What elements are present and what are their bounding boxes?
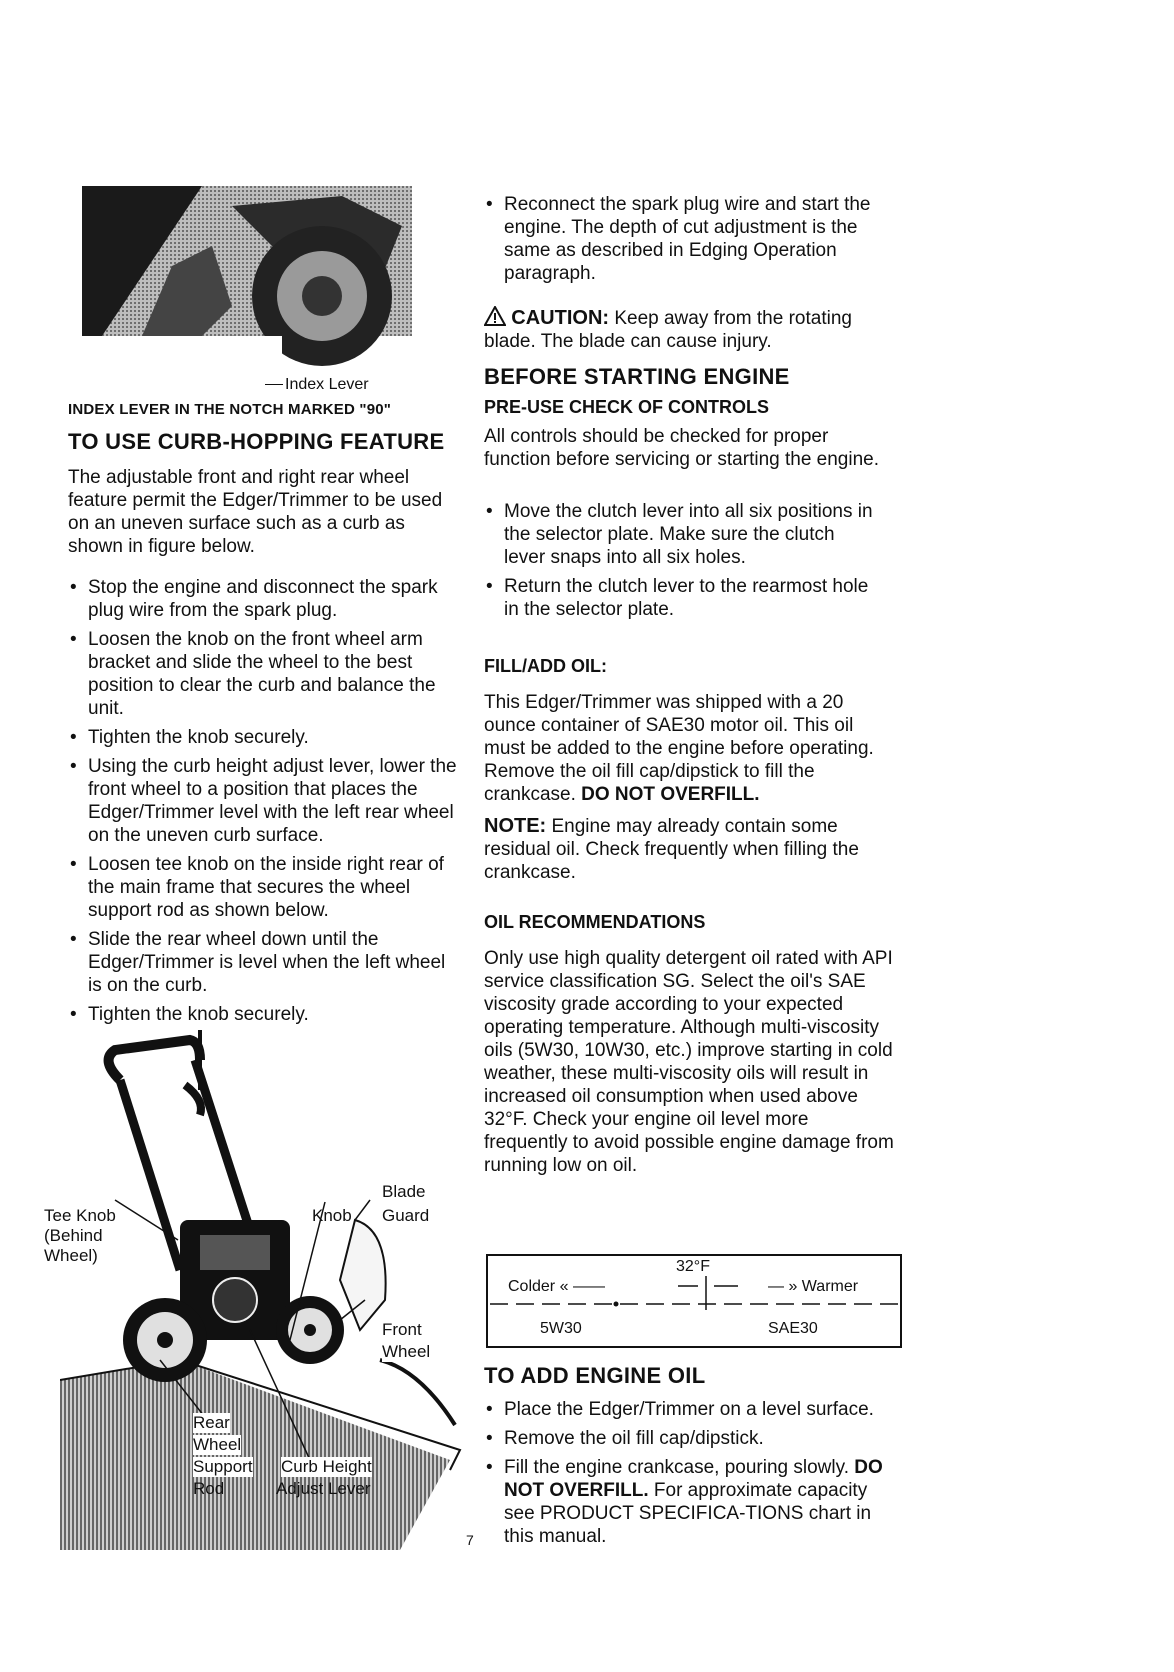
label-curb-height: Curb Height [281, 1457, 372, 1476]
caution-text: Keep away from the rotating blade. The blade can cause injury. [484, 308, 852, 352]
label-blade: Blade [382, 1182, 426, 1201]
right-chevron-icon: — » [768, 1278, 798, 1295]
oil-rec-text: Only use high quality detergent oil rated with API service classification SG. Select the oil's SAE viscosity grade according to your expected operating temperature. Although multi-viscosity oils (5W30, 10W30, etc.) improve starting in cold weather, these multi-viscosity oils will result in increased oil consumption when used above 32°F. Check your engine oil level more frequently to avoid possible engine damage from running low on oil. [484, 948, 894, 1176]
fill-text-block [484, 691, 894, 806]
curb-steps-list [68, 576, 463, 1032]
note-label: NOTE: [484, 815, 547, 837]
edger-diagram [60, 1030, 480, 1550]
curb-step: • Using the curb height adjust lever, lower the front wheel to a position that places the Edger/Trimmer level with the left rear wheel on the uneven curb surface. [68, 755, 463, 847]
add-oil-step [484, 1456, 894, 1548]
before-heading: BEFORE STARTING ENGINE [484, 364, 790, 389]
curb-heading: TO USE CURB-HOPPING FEATURE [68, 429, 445, 454]
note-block [484, 815, 889, 884]
reconnect-list [484, 193, 884, 291]
curb-intro: The adjustable front and right rear wheel feature permit the Edger/Trimmer to be used on an uneven surface such as a curb as shown in figure below. [68, 467, 443, 557]
index-lever-label: Index Lever [265, 375, 369, 395]
oil-rec-heading: OIL RECOMMENDATIONS [484, 912, 706, 932]
label-behind-wheel: Wheel) [44, 1246, 98, 1265]
label-rod: Rod [193, 1479, 225, 1498]
label-support: Support [193, 1457, 253, 1476]
preuse-heading: PRE-USE CHECK OF CONTROLS [484, 397, 770, 417]
left-chevron-icon: « —— [559, 1278, 605, 1295]
preuse-step: • Move the clutch lever into all six positions in the selector plate. Make sure the clutch lever snaps into all six holes. [484, 500, 874, 569]
add-oil-step: • Remove the oil fill cap/dipstick. [484, 1427, 894, 1450]
label-front-wheel: Wheel [382, 1342, 431, 1361]
note-text: Engine may already contain some residual oil. Check frequently when filling the crankcase. [484, 816, 859, 883]
label-front: Front [382, 1320, 422, 1339]
fill-text: This Edger/Trimmer was shipped with a 20 ounce container of SAE30 motor oil. This oil must be added to the engine before operating. Remove the oil fill cap/dipstick to fill the crankcase. [484, 692, 874, 805]
warning-triangle-icon [484, 306, 506, 326]
caution-label: CAUTION: [511, 307, 610, 329]
oil-chart-high-grade: SAE30 [768, 1320, 818, 1337]
preuse-text: All controls should be checked for proper function before servicing or starting the engine. [484, 426, 880, 470]
label-tee-knob: Tee Knob [44, 1206, 116, 1225]
fill-warning: DO NOT OVERFILL. [581, 784, 760, 805]
oil-chart-warmer: Warmer [801, 1278, 859, 1295]
curb-step: • Loosen tee knob on the inside right rear of the main frame that secures the wheel support rod as shown below. [68, 853, 463, 922]
oil-chart-temp: 32°F [676, 1258, 710, 1275]
curb-step: • Slide the rear wheel down until the Edger/Trimmer is level when the left wheel is on the curb. [68, 928, 463, 997]
curb-step: • Stop the engine and disconnect the spark plug wire from the spark plug. [68, 576, 463, 622]
oil-viscosity-chart [486, 1254, 902, 1348]
oil-chart-scale [488, 1272, 900, 1316]
add-oil-heading: TO ADD ENGINE OIL [484, 1363, 706, 1388]
label-behind: (Behind [44, 1226, 103, 1245]
curb-step: • Tighten the knob securely. [68, 726, 463, 749]
label-adjust-lever: Adjust Lever [276, 1479, 371, 1498]
label-knob: Knob [312, 1206, 352, 1225]
preuse-step: • Return the clutch lever to the rearmost hole in the selector plate. [484, 575, 874, 621]
add-oil-last-tail: For approximate capacity see PRODUCT SPECIFICA-TIONS chart in this manual. [504, 1480, 872, 1547]
caution-block [484, 306, 894, 353]
reconnect-bullet: • Reconnect the spark plug wire and start the engine. The depth of cut adjustment is the same as described in Edging Operation paragraph. [484, 193, 884, 285]
index-lever-photo [82, 186, 412, 374]
add-oil-last-lead: Fill the engine crankcase, pouring slowly. [504, 1457, 849, 1478]
page-number: 7 [466, 1532, 474, 1548]
add-oil-steps-list [484, 1398, 894, 1554]
label-guard: Guard [382, 1206, 430, 1225]
photo-caption: INDEX LEVER IN THE NOTCH MARKED "90" [68, 401, 392, 418]
preuse-steps-list [484, 500, 874, 627]
label-rear-wheel: Wheel [193, 1435, 242, 1454]
curb-step: • Loosen the knob on the front wheel arm bracket and slide the wheel to the best position to clear the curb and balance the unit. [68, 628, 463, 720]
label-rear: Rear [193, 1413, 230, 1432]
curb-step: • Tighten the knob securely. [68, 1003, 463, 1026]
oil-chart-low-grade: 5W30 [540, 1320, 582, 1337]
oil-chart-colder: Colder [508, 1278, 556, 1295]
fill-heading: FILL/ADD OIL: [484, 656, 607, 676]
add-oil-last-warning: DO NOT OVERFILL. [504, 1457, 883, 1501]
add-oil-step: • Place the Edger/Trimmer on a level surface. [484, 1398, 894, 1421]
